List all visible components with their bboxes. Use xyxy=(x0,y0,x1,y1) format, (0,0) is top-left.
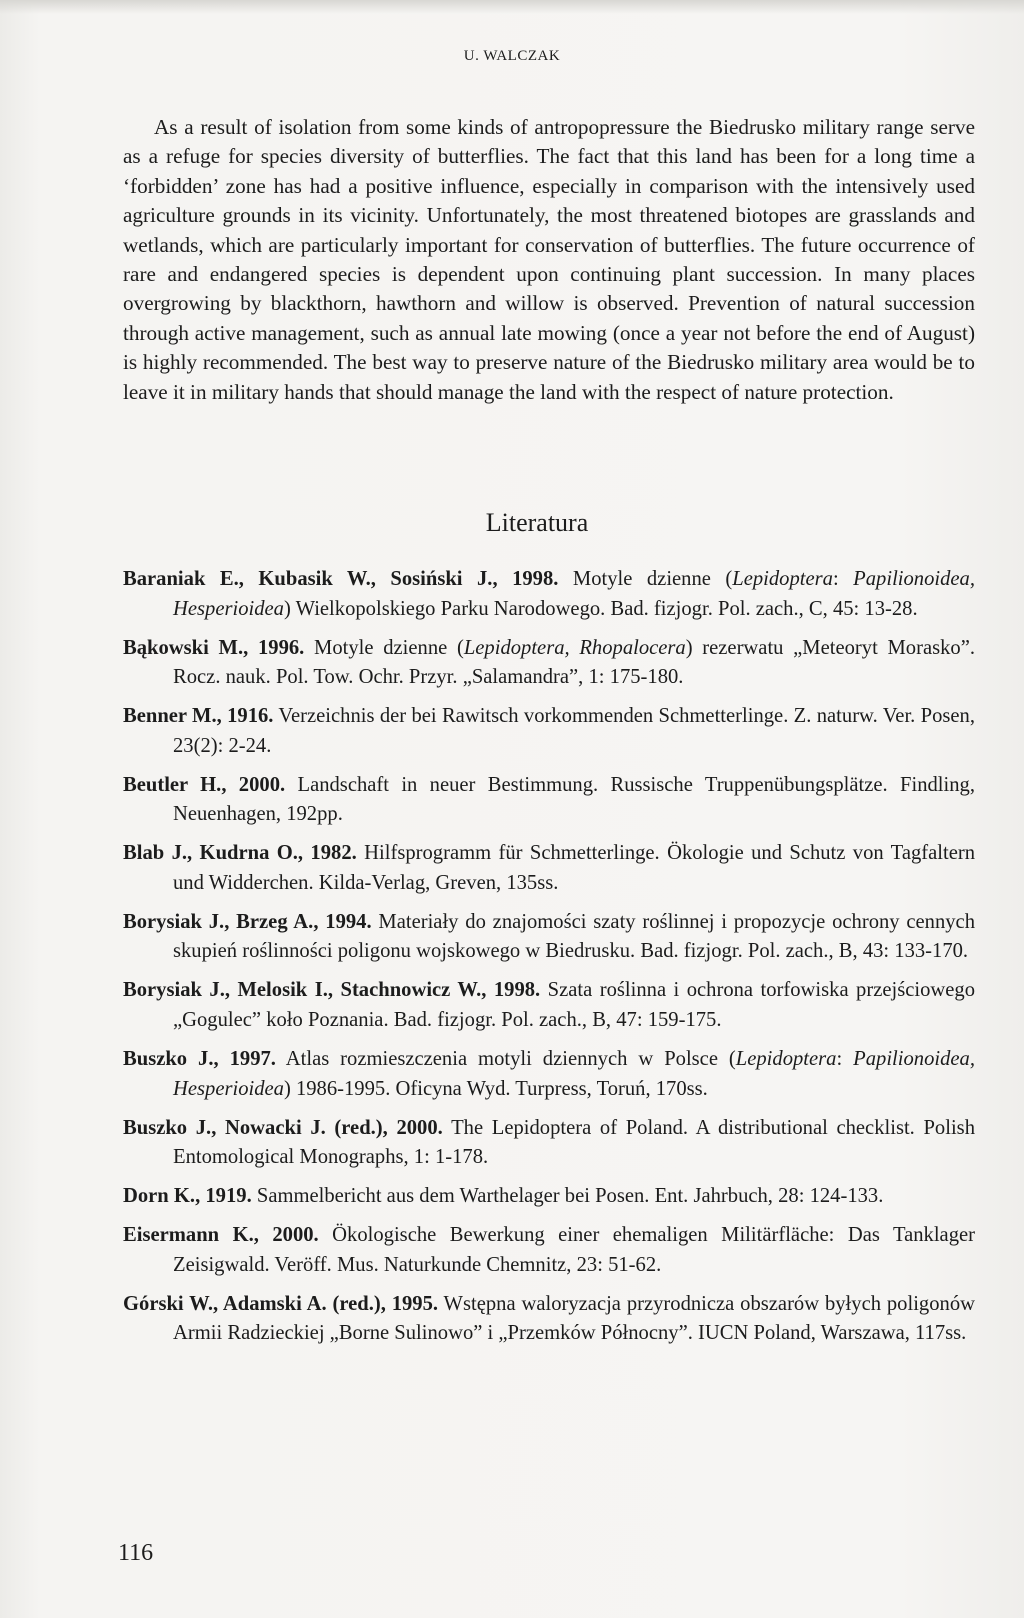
reference-italic: Papilionoidea, Hesperioidea xyxy=(173,1048,975,1100)
reference-text: Ökologische Bewerkung einer ehemaligen Militärfläche: Das Tanklager Zeisigwald. Veröff. Mus. Naturkunde Chemnitz, 23: 51-62. xyxy=(173,1224,975,1276)
reference-item xyxy=(123,908,975,967)
reference-item xyxy=(123,1045,975,1104)
reference-list xyxy=(123,565,975,1358)
reference-authors: Blab J., Kudrna O., 1982. xyxy=(123,842,357,865)
literature-heading: Literatura xyxy=(485,508,589,537)
reference-authors: Buszko J., 1997. xyxy=(123,1048,276,1071)
body-paragraph: As a result of isolation from some kinds of antropopressure the Biedrusko military range serve as a refuge for species diversity of butterflies. The fact that this land has been for a long time a ‘forbidden’ zone has had a positive influence, especially in comparison with the intensively used agriculture grounds in its vicinity. Unfortunately, the most threatened biotopes are grasslands and wetlands, which are particularly important for conservation of butterflies. The future occurrence of rare and endangered species is dependent upon continuing plant succession. In many places overgrowing by blackthorn, hawthorn and willow is observed. Prevention of natural succession through active management, such as annual late mowing (once a year not before the end of August) is highly recommended. The best way to preserve nature of the Biedrusko military area would be to leave it in military hands that should manage the land with the respect of nature protection. xyxy=(123,115,975,404)
reference-authors: Eisermann K., 2000. xyxy=(123,1224,319,1247)
reference-item xyxy=(123,634,975,693)
reference-text: Atlas rozmieszczenia motyli dziennych w Polsce ( xyxy=(275,1048,736,1071)
reference-authors: Borysiak J., Brzeg A., 1994. xyxy=(123,910,372,933)
page-number: 116 xyxy=(118,1540,154,1566)
reference-text: ) rezerwatu „Meteoryt Morasko”. Rocz. nauk. Pol. Tow. Ochr. Przyr. „Salamandra”, 1: 175-180. xyxy=(173,636,975,689)
reference-text: Landschaft in neuer Bestimmung. Russische Truppenübungsplätze. Findling, Neuenhagen, 192pp. xyxy=(173,773,975,826)
reference-text: Materiały do znajomości szaty roślinnej i propozycje ochrony cennych skupień roślinności poligonu wojskowego w Biedrusku. Bad. fizjogr. Pol. zach., B, 43: 133-170. xyxy=(173,910,975,963)
reference-text: : xyxy=(836,1048,854,1071)
reference-text: Wstępna waloryzacja przyrodnicza obszarów byłych poligonów Armii Radzieckiej „Borne Sulinowo” i „Przemków Północny”. IUCN Poland, Warszawa, 117ss. xyxy=(173,1292,975,1345)
page-edge-shadow xyxy=(0,0,1024,14)
reference-text: ) Wielkopolskiego Parku Narodowego. Bad. fizjogr. Pol. zach., C, 45: 13-28. xyxy=(283,597,918,620)
reference-text: The Lepidoptera of Poland. A distributional checklist. Polish Entomological Monographs, 1: 1-178. xyxy=(173,1116,975,1169)
reference-text: Hilfsprogramm für Schmetterlinge. Ökologie und Schutz von Tagfaltern und Widderchen. Kilda-Verlag, Greven, 135ss. xyxy=(173,842,975,894)
reference-text: Szata roślinna i ochrona torfowiska przejściowego „Gogulec” koło Poznania. Bad. fizjogr. Pol. zach., B, 47: 159-175. xyxy=(173,979,975,1032)
reference-italic: Papilionoidea, Hesperioidea xyxy=(173,568,976,620)
reference-authors: Baraniak E., Kubasik W., Sosiński J., 1998. xyxy=(123,568,559,590)
reference-item xyxy=(123,702,975,761)
reference-text: : xyxy=(832,568,854,590)
reference-authors: Beutler H., 2000. xyxy=(123,773,286,796)
reference-authors: Dorn K., 1919. xyxy=(123,1185,252,1208)
reference-item xyxy=(123,771,975,830)
reference-authors: Benner M., 1916. xyxy=(123,705,274,728)
reference-item xyxy=(123,1114,975,1173)
reference-item xyxy=(123,1290,975,1349)
reference-text: Motyle dzienne ( xyxy=(558,568,733,590)
reference-text: ) 1986-1995. Oficyna Wyd. Turpress, Toruń, 170ss. xyxy=(283,1077,708,1100)
reference-authors: Buszko J., Nowacki J. (red.), 2000. xyxy=(123,1116,443,1139)
reference-text: Verzeichnis der bei Rawitsch vorkommenden Schmetterlinge. Z. naturw. Ver. Posen, 23(2): 2-24. xyxy=(173,705,975,757)
reference-italic: Lepidoptera, Rhopalocera xyxy=(463,636,686,659)
reference-authors: Górski W., Adamski A. (red.), 1995. xyxy=(123,1292,439,1315)
reference-item xyxy=(123,1221,975,1280)
reference-italic: Lepidoptera xyxy=(732,568,833,590)
reference-italic: Lepidoptera xyxy=(735,1048,837,1071)
reference-item xyxy=(123,976,975,1035)
reference-item xyxy=(123,1182,975,1212)
reference-text: Motyle dzienne ( xyxy=(304,636,464,659)
running-head: U. WALCZAK xyxy=(463,48,561,64)
reference-text: Sammelbericht aus dem Warthelager bei Posen. Ent. Jahrbuch, 28: 124-133. xyxy=(251,1185,884,1208)
reference-authors: Bąkowski M., 1996. xyxy=(123,636,305,659)
reference-authors: Borysiak J., Melosik I., Stachnowicz W., 1998. xyxy=(123,979,541,1002)
reference-item xyxy=(123,839,975,898)
reference-item xyxy=(123,565,975,624)
